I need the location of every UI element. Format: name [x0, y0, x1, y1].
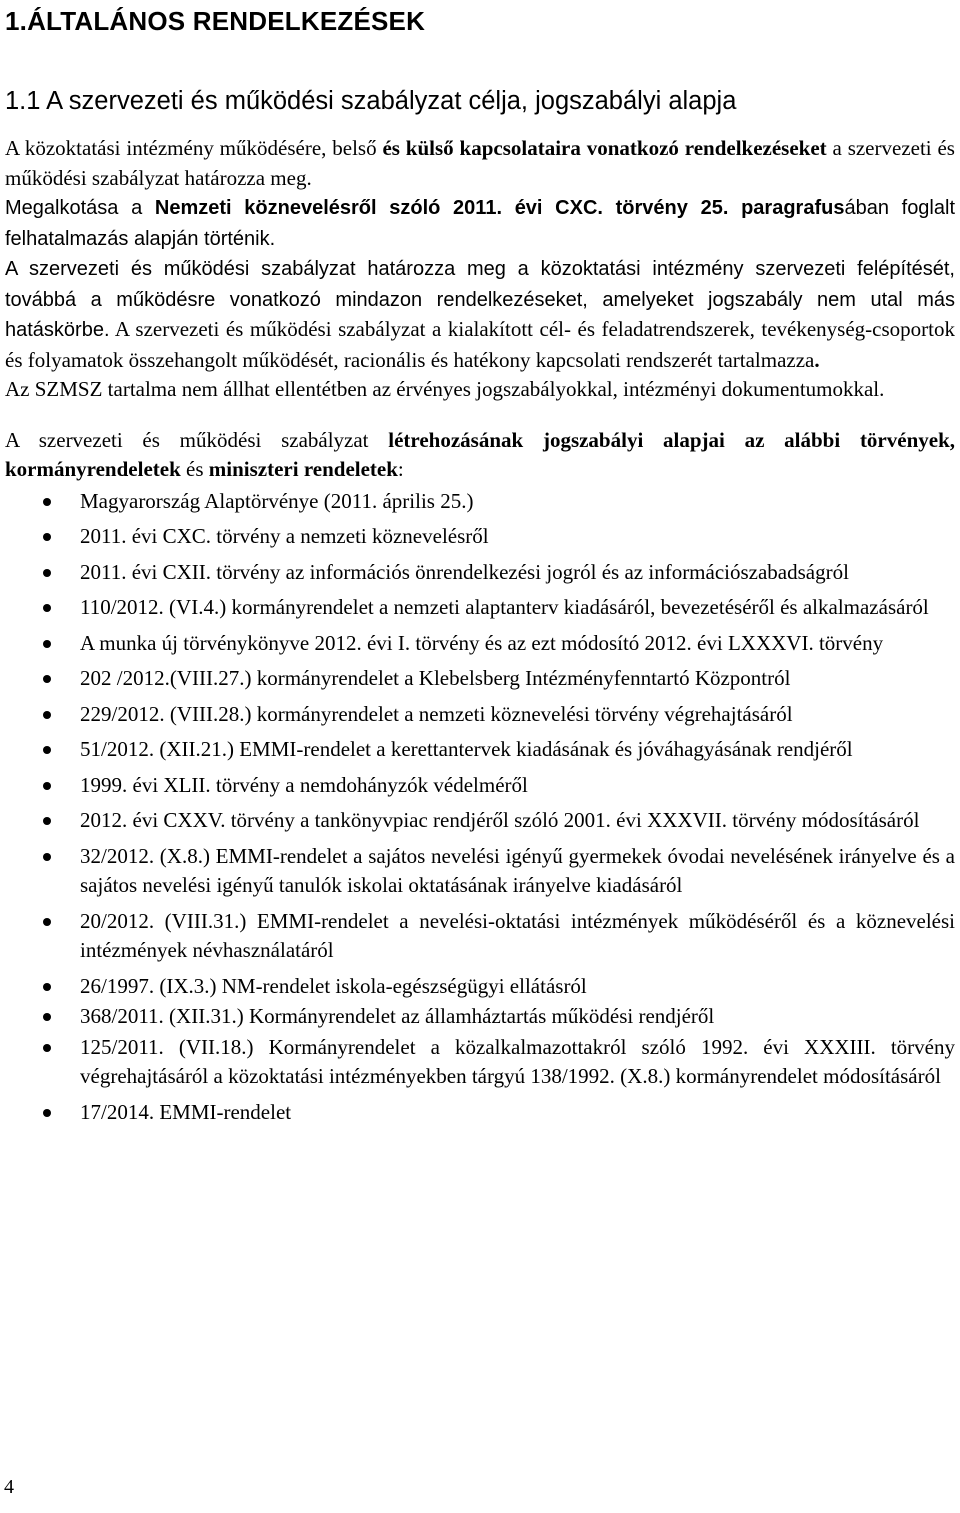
- paragraph-definition-text-1: A szervezeti és működési szabályzat határozza meg a közoktatási intézmény szervezeti felépítését, továbbá a működésre vonatkozó mindazon rendelkezéseket, amelyeket jogszabály nem utal más hatáskörbe.: [5, 258, 955, 341]
- list-item-text: 125/2011. (VII.18.) Kormányrendelet a közalkalmazottakról szóló 1992. évi XXXIII. törvény végrehajtásáról a közoktatási intézményekben tárgyú 138/1992. (X.8.) kormányrendelet módosításáról: [80, 1034, 955, 1088]
- bullet-icon: [43, 853, 51, 861]
- bullet-icon: [43, 983, 51, 991]
- paragraph-legal-basis-text-1: A szervezeti és működési szabályzat: [5, 427, 389, 452]
- section-heading: 1.ÁLTALÁNOS RENDELKEZÉSEK: [5, 6, 426, 36]
- bullet-icon: [43, 1013, 51, 1021]
- paragraph-definition: [5, 254, 955, 375]
- paragraph-authority-text-1: Megalkotása a: [5, 197, 155, 219]
- paragraph-scope-text-1: A közoktatási intézmény működésére, belső: [5, 136, 383, 160]
- paragraph-scope-text-bold: és külső kapcsolataira vonatkozó rendelkezéseket: [382, 136, 827, 160]
- paragraph-authority: [5, 193, 955, 254]
- list-item: [5, 664, 955, 694]
- bullet-icon: [43, 782, 51, 790]
- list-item: [5, 1002, 955, 1032]
- list-item-text: 20/2012. (VIII.31.) EMMI-rendelet a nevelési-oktatási intézmények működéséről és a köznevelési intézmények névhasználatáról: [80, 908, 955, 962]
- list-item-text: 229/2012. (VIII.28.) kormányrendelet a nemzeti köznevelési törvény végrehajtásáról: [80, 701, 793, 726]
- subsection-heading: 1.1 A szervezeti és működési szabályzat célja, jogszabályi alapja: [5, 87, 737, 115]
- bullet-icon: [43, 640, 51, 648]
- paragraph-legal-basis-text-bold-2: miniszteri rendeletek: [208, 457, 398, 481]
- list-item: [5, 735, 955, 765]
- bullet-icon: [43, 533, 51, 541]
- paragraph-legal-basis-text-bold-1: létrehozásának jogszabályi alapjai az alábbi törvények, kormányrendeletek: [5, 427, 956, 481]
- list-item: [5, 771, 955, 801]
- list-item-text: 51/2012. (XII.21.) EMMI-rendelet a kerettantervek kiadásának és jóváhagyásának rendjéről: [80, 737, 853, 761]
- list-item: [5, 487, 955, 517]
- list-item-text: 2011. évi CXC. törvény a nemzeti köznevelésről: [80, 524, 489, 548]
- list-item: [5, 972, 955, 1002]
- paragraph-authority-text-3: ában foglalt felhatalmazás alapján történik.: [5, 197, 956, 250]
- list-item-text: 1999. évi XLII. törvény a nemdohányzók védelméről: [80, 772, 528, 797]
- list-item-text: 2012. évi CXXV. törvény a tankönyvpiac rendjéről szóló 2001. évi XXXVII. törvény módosításáról: [80, 808, 920, 832]
- list-item: [5, 558, 955, 588]
- list-item: [5, 907, 955, 966]
- bullet-icon: [43, 1109, 51, 1117]
- paragraph-scope-text-3: a szervezeti és működési szabályzat határozza meg.: [5, 136, 955, 190]
- list-item-text: 368/2011. (XII.31.) Kormányrendelet az államháztartás működési rendjéről: [80, 1004, 715, 1028]
- paragraph-legal-basis-text-5: :: [397, 457, 404, 481]
- paragraph-authority-text-bold: Nemzeti köznevelésről szóló 2011. évi CXC. törvény 25. paragrafus: [154, 197, 845, 219]
- list-item-text: 17/2014. EMMI-rendelet: [80, 1099, 292, 1124]
- list-item: [5, 1033, 955, 1092]
- page-number: 4: [4, 1476, 14, 1498]
- paragraph-legal-basis: [5, 426, 955, 485]
- paragraph-szmsz: Az SZMSZ tartalma nem állhat ellentétben az érvényes jogszabályokkal, intézményi dokumentumokkal.: [5, 377, 885, 401]
- list-item-text: Magyarország Alaptörvénye (2011. április 25.): [80, 488, 474, 513]
- law-list: [5, 487, 955, 1128]
- list-item-text: 110/2012. (VI.4.) kormányrendelet a nemzeti alaptanterv kiadásáról, bevezetéséről és alkalmazásáról: [80, 595, 929, 619]
- list-item: [5, 1098, 955, 1128]
- bullet-icon: [43, 711, 51, 719]
- paragraph-definition-text-3: .: [814, 347, 820, 372]
- list-item-text: 26/1997. (IX.3.) NM-rendelet iskola-egészségügyi ellátásról: [80, 973, 587, 998]
- list-item: [5, 629, 955, 659]
- list-item: [5, 806, 955, 836]
- paragraph-legal-basis-text-3: és: [180, 457, 209, 481]
- bullet-icon: [43, 569, 51, 577]
- list-item: [5, 700, 955, 730]
- bullet-icon: [43, 746, 51, 754]
- bullet-icon: [43, 817, 51, 825]
- list-item: [5, 593, 955, 623]
- list-item-text: 2011. évi CXII. törvény az információs önrendelkezési jogról és az információszabadságról: [80, 559, 849, 584]
- document-page: [5, 0, 955, 1133]
- bullet-icon: [43, 498, 51, 506]
- list-item: [5, 522, 955, 552]
- list-item-text: 202 /2012.(VIII.27.) kormányrendelet a Klebelsberg Intézményfenntartó Központról: [80, 666, 791, 690]
- list-item-text: A munka új törvénykönyve 2012. évi I. törvény és az ezt módosító 2012. évi LXXXVI. törvény: [80, 630, 884, 655]
- list-item-text: 32/2012. (X.8.) EMMI-rendelet a sajátos nevelési igényű gyermekek óvodai nevelésének irányelve és a sajátos nevelési igényű tanulók iskolai oktatásának irányelve kiadásáról: [80, 843, 955, 897]
- paragraph-definition-text-2: A szervezeti és működési szabályzat a kialakított cél- és feladatrendszerek, tevékenység-csoportok és folyamatok összehangolt működését, racionális és hatékony kapcsolati rendszerét tartalmazza: [5, 317, 955, 372]
- bullet-icon: [43, 1044, 51, 1052]
- bullet-icon: [43, 918, 51, 926]
- list-item: [5, 842, 955, 901]
- bullet-icon: [43, 604, 51, 612]
- paragraph-scope: [5, 134, 955, 193]
- bullet-icon: [43, 675, 51, 683]
